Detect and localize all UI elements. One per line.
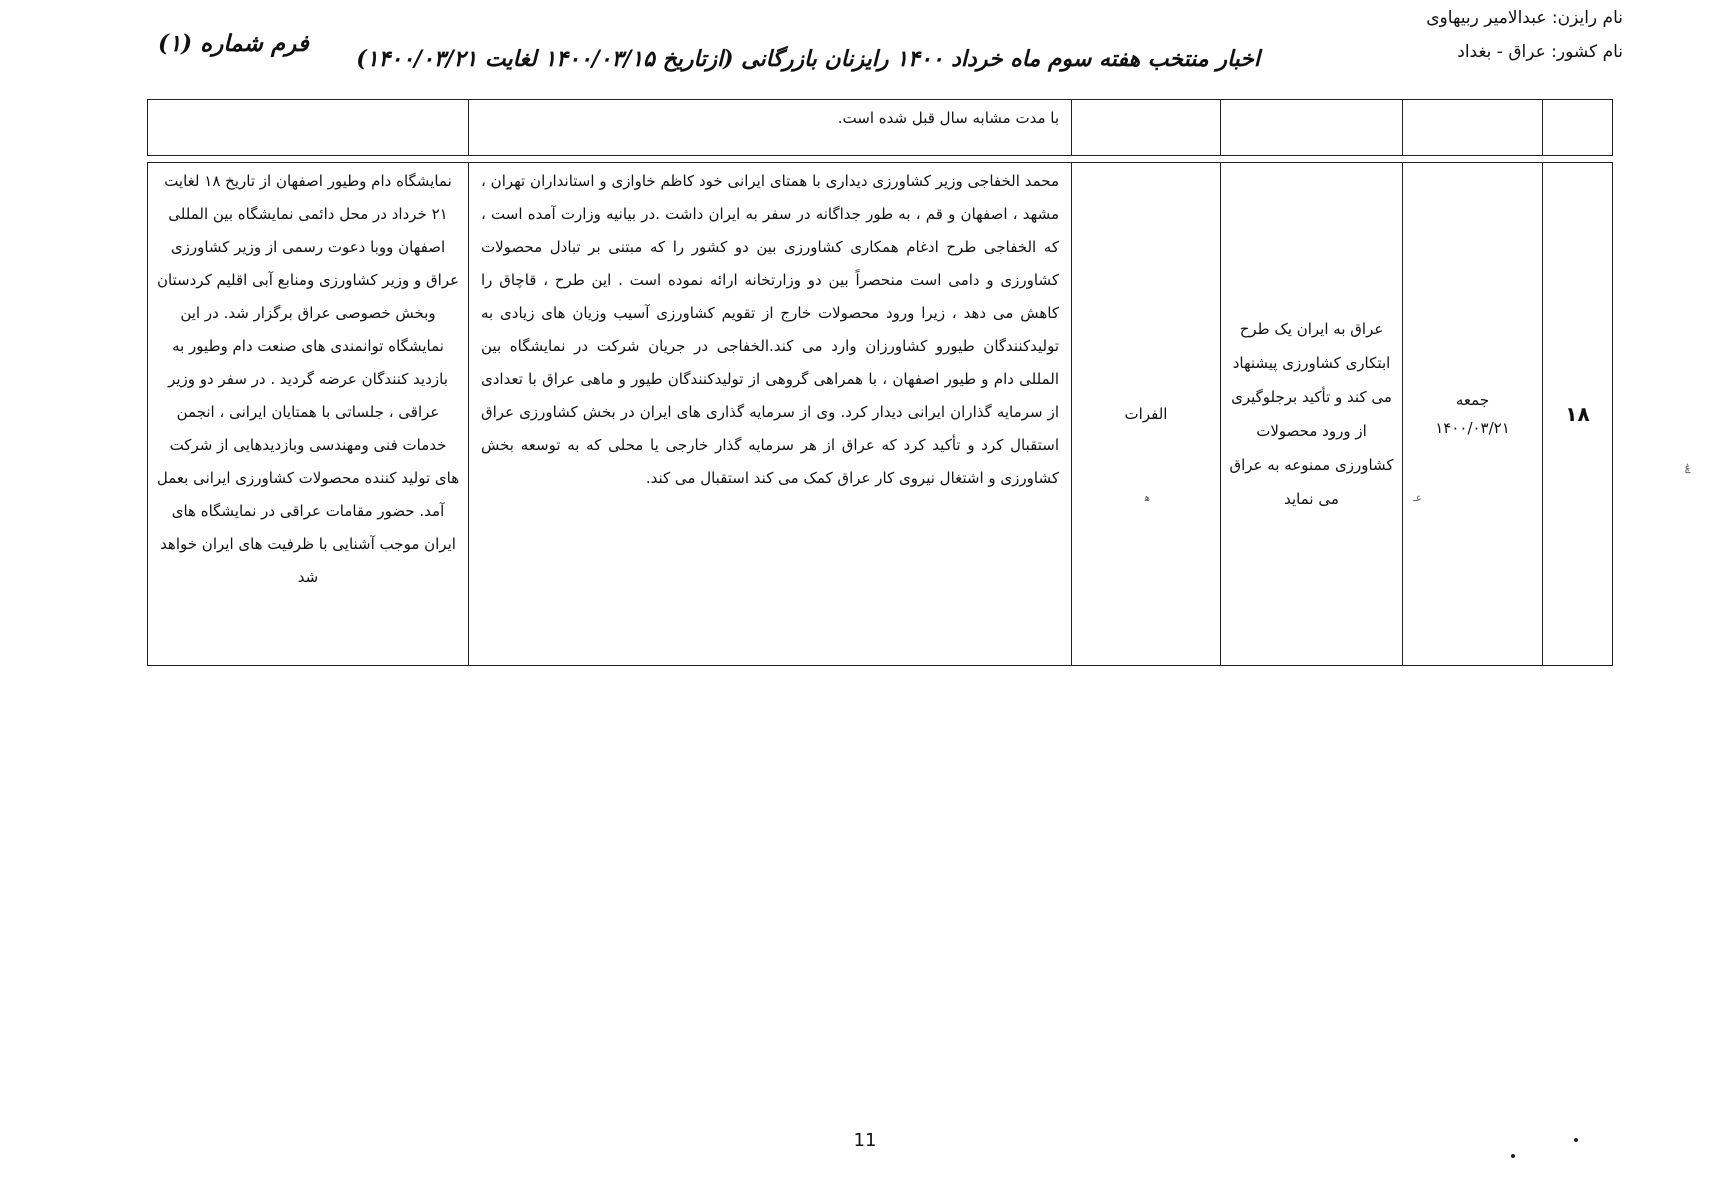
comment-cell [148, 163, 469, 666]
date-cell-empty [1403, 100, 1543, 156]
number-cell-empty [1543, 100, 1613, 156]
comment-cell-empty [148, 100, 469, 156]
advisor-comment: نمایشگاه دام وطیور اصفهان از تاریخ ۱۸ لغایت ۲۱ خرداد در محل دائمی نمایشگاه بین المللی اصفهان ووبا دعوت رسمی از وزیر کشاورزی عراق و وزیر کشاورزی ومنابع آبی اقلیم کردستان وبخش خصوصی عراق برگزار شد. در این نمایشگاه توانمندی های صنعت دام وطیور به بازدید کنندگان عرضه گردید . در سفر دو وزیر عراقی ، جلساتی با همتایان ایرانی ، انجمن خدمات فنی ومهندسی وبازدیدهایی از شرکت های تولید کننده محصولات کشاورزی ایرانی بعمل آمد. حضور مقامات عراقی در نمایشگاه های ایران موجب آشنایی با ظرفیت های ایران خواهد شد [156, 172, 460, 586]
table-row [148, 163, 1613, 666]
headline-cell [1221, 163, 1403, 666]
country-name: نام کشور: عراق - بغداد [1457, 42, 1623, 62]
news-day: جمعه [1455, 391, 1490, 409]
source-mark: ﻫ [1144, 493, 1150, 504]
body-cell [469, 163, 1072, 666]
date-cell [1403, 163, 1543, 666]
news-date: ۱۴۰۰/۰۳/۲۱ [1435, 419, 1510, 437]
news-source: الفرات [1124, 405, 1168, 423]
continuation-cell [469, 100, 1072, 156]
row-number: ۱۸ [1565, 402, 1590, 426]
news-body: محمد الخفاجی وزیر کشاورزی دیداری با همتای ایرانی خود کاظم خاوازی و استانداران تهران ، مشهد ، اصفهان و قم ، به طور جداگانه در سفر به ایران داشت .در بیانیه وزارت آمده است ، که الخفاجی طرح ادغام همکاری کشاورزی بین دو کشور را که مبتنی بر تبادل محصولات کشاورزی و دامی است منحصراً بین دو وزارتخانه ارائه نموده است . این طرح ، قاچاق را کاهش می دهد ، زیرا ورود محصولات خارج از تقویم کشاورزی آسیب وزیان های زیادی به تولیدکنندگان طیورو کشاورزان وارد می کند.الخفاجی در جریان شرکت در نمایشگاه بین المللی دام و طیور اصفهان ، با همراهی گروهی از تولیدکنندگان طیور و ماهی عراق با تعدادی از سرمایه گذاران ایرانی دیدار کرد. وی از سرمایه گذاری های ایران در بخش کشاورزی عراق استقبال کرد و تأکید کرد که عراق از هر سرمایه گذار خارجی یا محلی که به توسعه بخش کشاورزی و اشتغال نیروی کار عراق کمک می کند استقبال می کند. [481, 172, 1059, 487]
source-cell-empty [1072, 100, 1221, 156]
headline-cell-empty [1221, 100, 1403, 156]
row-spacer [148, 156, 1613, 163]
form-number: فرم شماره (۱) [158, 30, 309, 57]
continuation-text: با مدت مشابه سال قبل شده است. [837, 109, 1059, 127]
page-number: 11 [853, 1130, 877, 1151]
document-title: اخبار منتخب هفته سوم ماه خرداد ۱۴۰۰ رایزنان بازرگانی (ازتاریخ ۱۴۰۰/۰۳/۱۵ لغایت ۱۴۰۰/۰۳/۲۱) [356, 46, 1260, 72]
news-table [147, 99, 1613, 666]
source-cell [1072, 163, 1221, 666]
scan-mark: ۼ [1685, 462, 1691, 473]
row-number-cell [1543, 163, 1613, 666]
advisor-name: نام رایزن: عبدالامیر ربیهاوی [1426, 8, 1623, 28]
scan-dot [1574, 1138, 1578, 1142]
margin-mark: عـ [1413, 493, 1422, 504]
news-headline: عراق به ایران یک طرح ابتکاری کشاورزی پیشنهاد می کند و تأکید برجلوگیری از ورود محصولات کشاورزی ممنوعه به عراق می نماید [1229, 320, 1394, 508]
scan-dot [1511, 1154, 1515, 1158]
continuation-row [148, 100, 1613, 156]
